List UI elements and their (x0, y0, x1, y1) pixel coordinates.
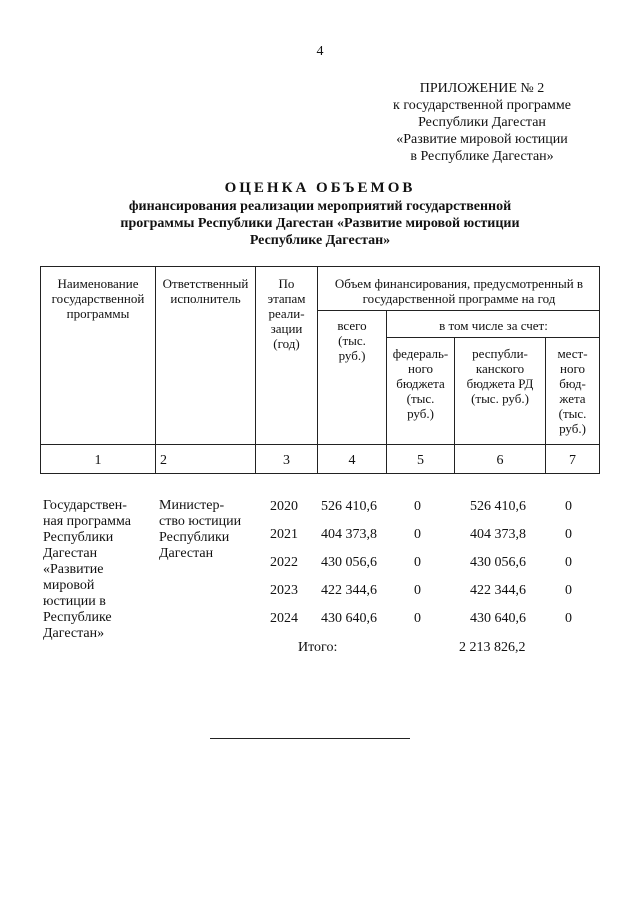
federal-cell: 0 (414, 555, 421, 570)
federal-cell: 0 (414, 527, 421, 542)
header-volume: Объем финансирования, предусмотренный в государственной программе на год (334, 276, 584, 306)
total-cell: 422 344,6 (321, 583, 377, 598)
appendix-line: ПРИЛОЖЕНИЕ № 2 (419, 81, 545, 96)
year-cell: 2021 (270, 527, 298, 542)
column-number: 5 (417, 453, 424, 468)
program-name-cell: Государствен- ная программа Республики Дагестан «Развитие мировой юстиции в Республике Дагестан» (43, 498, 131, 641)
header-federal: федераль- ного бюджета (тыс. руб.) (392, 346, 449, 421)
year-cell: 2022 (270, 555, 298, 570)
year-cell: 2024 (270, 611, 298, 626)
column-number: 3 (283, 453, 290, 468)
appendix-line: «Развитие мировой юстиции (396, 132, 568, 147)
local-cell: 0 (565, 611, 572, 626)
appendix-line: к государственной программе (393, 98, 571, 113)
column-number: 2 (160, 453, 167, 468)
table-border (40, 266, 600, 267)
header-executor: Ответственный исполнитель (162, 276, 249, 306)
total-cell: 430 056,6 (321, 555, 377, 570)
document-title: ОЦЕНКА ОБЪЕМОВ (224, 180, 416, 196)
column-number: 7 (569, 453, 576, 468)
federal-cell: 0 (414, 611, 421, 626)
header-including: в том числе за счет: (439, 318, 548, 333)
financing-table-header (40, 266, 600, 474)
total-cell: 430 640,6 (321, 611, 377, 626)
year-cell: 2020 (270, 499, 298, 514)
republic-cell: 430 640,6 (470, 611, 526, 626)
total-cell: 526 410,6 (321, 499, 377, 514)
table-border (386, 337, 600, 338)
column-number: 6 (496, 453, 504, 468)
subtitle-line: финансирования реализации мероприятий государственной (128, 199, 512, 214)
document-subtitle (0, 198, 640, 249)
local-cell: 0 (565, 499, 572, 514)
year-cell: 2023 (270, 583, 298, 598)
republic-cell: 430 056,6 (470, 555, 526, 570)
header-total: всего (тыс. руб.) (337, 318, 367, 363)
federal-cell: 0 (414, 583, 421, 598)
header-republic: республи- канского бюджета РД (тыс. руб.) (466, 346, 534, 406)
header-program-name: Наименование государственной программы (51, 276, 145, 321)
subtitle-line: Республике Дагестан» (249, 233, 391, 248)
republic-cell: 404 373,8 (470, 527, 526, 542)
republic-cell: 526 410,6 (470, 499, 526, 514)
total-value: 2 213 826,2 (459, 640, 526, 655)
executor-cell: Министер- ство юстиции Республики Дагестан (159, 498, 242, 561)
republic-cell: 422 344,6 (470, 583, 526, 598)
total-cell: 404 373,8 (321, 527, 377, 542)
appendix-reference (358, 80, 606, 165)
column-number: 1 (94, 453, 102, 468)
appendix-line: в Республике Дагестан» (410, 149, 554, 164)
subtitle-line: программы Республики Дагестан «Развитие мировой юстиции (120, 216, 520, 231)
table-border (40, 473, 600, 474)
local-cell: 0 (565, 527, 572, 542)
header-stages: По этапам реали- зации (год) (267, 276, 306, 351)
table-border (40, 444, 600, 445)
total-label: Итого: (298, 640, 338, 655)
local-cell: 0 (565, 583, 572, 598)
page-number: 4 (316, 44, 324, 59)
local-cell: 0 (565, 555, 572, 570)
header-local: мест- ного бюд- жета (тыс. руб.) (557, 346, 588, 436)
separator-line (210, 738, 410, 739)
table-border (317, 310, 600, 311)
column-number: 4 (348, 453, 356, 468)
appendix-line: Республики Дагестан (418, 115, 546, 130)
federal-cell: 0 (414, 499, 421, 514)
